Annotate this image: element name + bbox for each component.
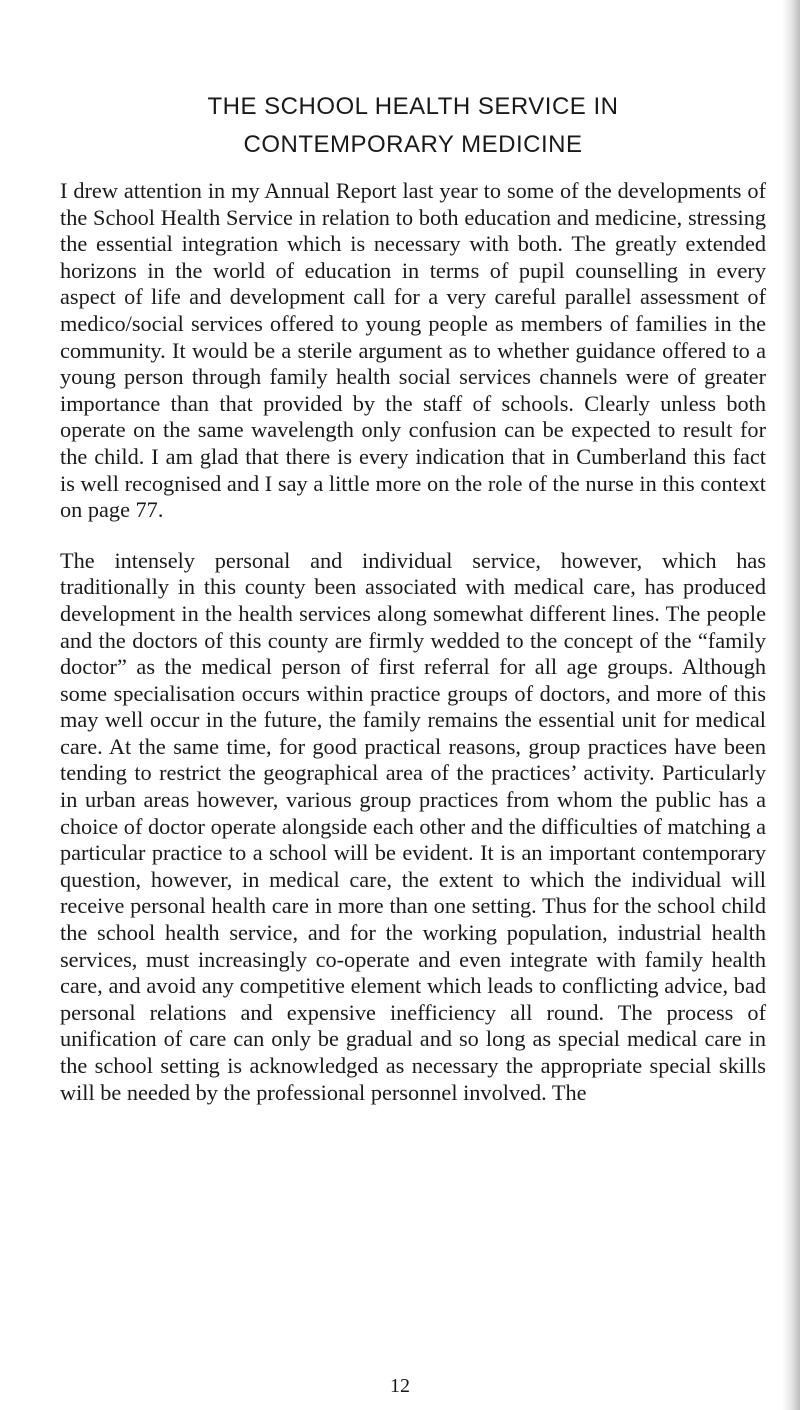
paragraph-1: I drew attention in my Annual Report last year to some of the developments of the School Health Service in relation to both education and medicine, stressing the essential integration which is necessary with both. The greatly extended horizons in the world of education in terms of pupil counselling in every aspect of life and development call for a very careful parallel assessment of medico/social services offered to young people as members of families in the community. It would be a sterile argument as to whether guidance offered to a young person through family health social services channels were of greater importance than that provided by the staff of schools. Clearly unless both operate on the same wavelength only confusion can be expected to result for the child. I am glad that there is every indication that in Cumberland this fact is well recognised and I say a little more on the role of the nurse in this context on page 77. [60, 178, 766, 523]
paragraph-2: The intensely personal and individual service, however, which has traditionally in this county been associated with medical care, has produced development in the health services along somewhat different lines. The people and the doctors of this county are firmly wedded to the concept of the “family doctor” as the medical person of first referral for all age groups. Although some specialisation occurs within practice groups of doctors, and more of this may well occur in the future, the family remains the essential unit for medical care. At the same time, for good practical reasons, group practices have been tending to restrict the geographical area of the practices’ activity. Particularly in urban areas however, various group practices from whom the public has a choice of doctor operate alongside each other and the difficulties of matching a particular practice to a school will be evident. It is an important contemporary question, however, in medical care, the extent to which the individual will receive personal health care in more than one setting. Thus for the school child the school health service, and for the working population, industrial health services, must increasingly co-operate and even integrate with family health care, and avoid any competitive element which leads to conflicting advice, bad personal relations and expensive inefficiency all round. The process of unification of care can only be gradual and so long as special medical care in the school setting is acknowledged as necessary the appropriate special skills will be needed by the professional personnel involved. The [60, 547, 766, 1105]
page-number: 12 [390, 1375, 410, 1397]
title-line-1: THE SCHOOL HEALTH SERVICE IN [207, 93, 619, 120]
document-title [60, 88, 766, 164]
title-line-2: CONTEMPORARY MEDICINE [243, 131, 583, 158]
page-edge-shadow [782, 0, 800, 1410]
document-page [60, 88, 766, 1106]
